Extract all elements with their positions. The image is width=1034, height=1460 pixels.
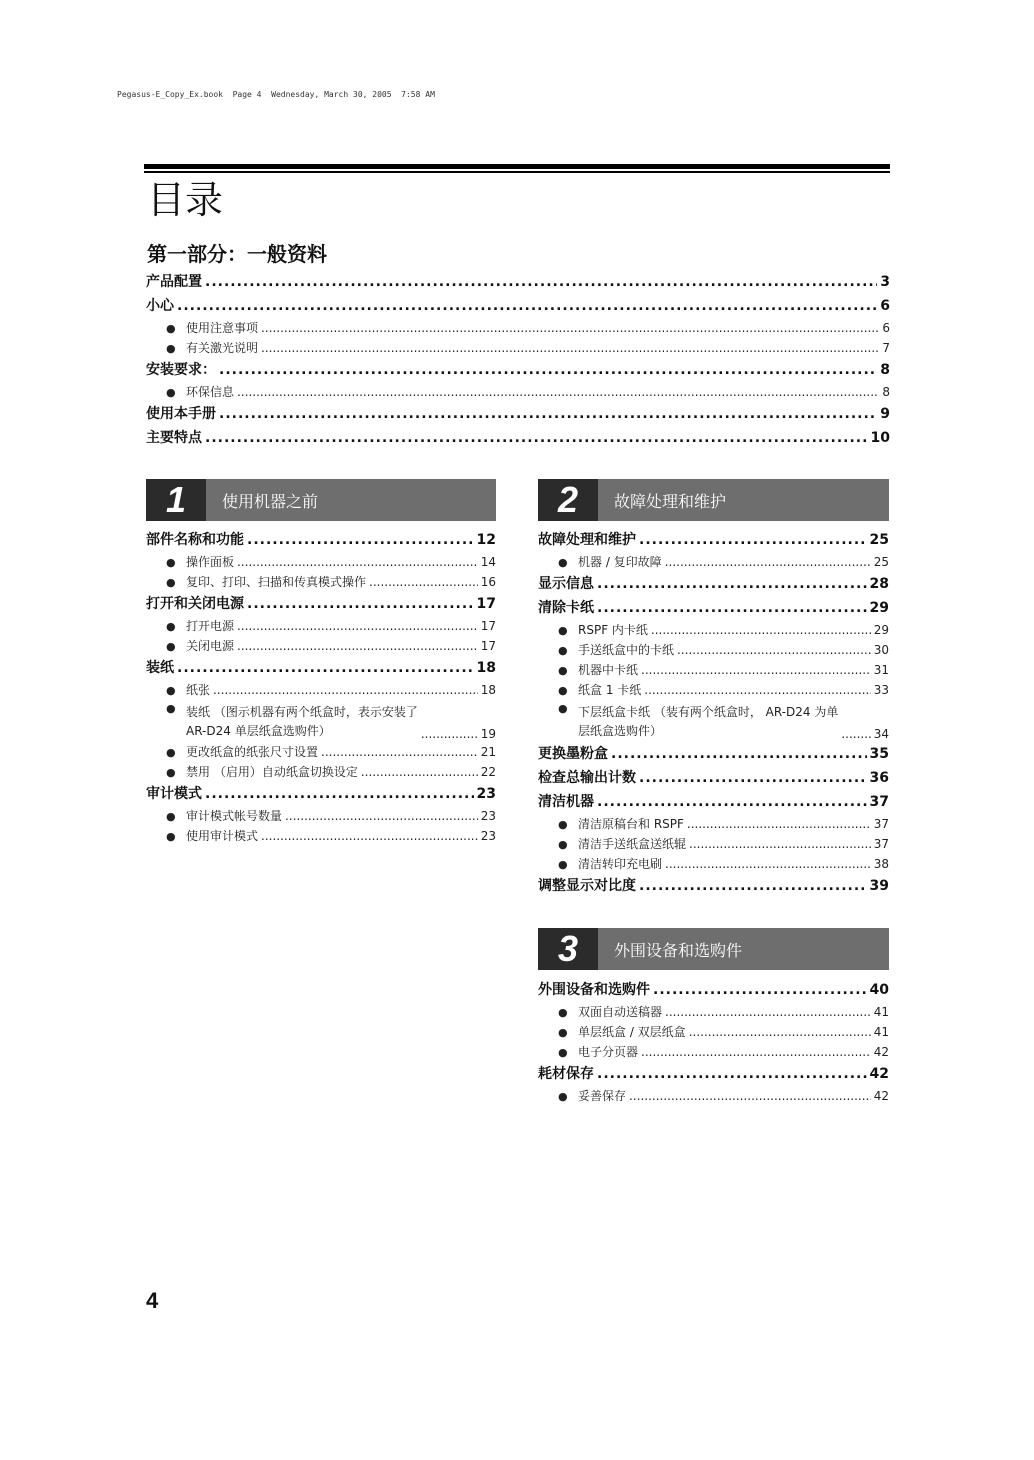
leader-dots bbox=[205, 430, 868, 446]
toc-entry-label: 清洁原稿台和 RSPF bbox=[578, 817, 684, 831]
toc-entry-label: 清洁转印充电刷 bbox=[578, 857, 663, 871]
toc-entry-label bbox=[578, 703, 838, 741]
bullet-icon: ● bbox=[558, 1006, 568, 1019]
toc-entry-label: 调整显示对比度 bbox=[538, 878, 636, 894]
leader-dots bbox=[677, 643, 871, 657]
toc-page-number: 18 bbox=[476, 660, 496, 676]
leader-dots bbox=[641, 1045, 871, 1059]
bullet-icon: ● bbox=[166, 746, 176, 759]
leader-dots bbox=[651, 623, 871, 637]
toc-subentry[interactable] bbox=[146, 573, 496, 593]
toc-page-number: 28 bbox=[869, 576, 889, 592]
toc-entry-label: 妥善保存 bbox=[578, 1089, 627, 1103]
toc-page-number: 8 bbox=[882, 385, 890, 399]
toc-entry[interactable] bbox=[538, 1063, 889, 1087]
toc-page-number: 16 bbox=[480, 575, 496, 589]
leader-dots bbox=[219, 406, 877, 422]
title-rule-thick bbox=[144, 164, 890, 169]
leader-dots bbox=[261, 321, 879, 335]
bullet-icon: ● bbox=[558, 624, 568, 637]
toc-entry-label: 纸盒 1 卡纸 bbox=[578, 683, 642, 697]
leader-dots bbox=[841, 727, 870, 741]
toc-entry-label: 纸张 bbox=[186, 683, 211, 697]
toc-subentry[interactable] bbox=[146, 339, 890, 359]
toc-subentry[interactable] bbox=[538, 1087, 889, 1107]
toc-entry-label: 复印、打印、扫描和传真模式操作 bbox=[186, 575, 367, 589]
toc-subentry[interactable] bbox=[538, 701, 889, 743]
toc-entry-label: 单层纸盒 / 双层纸盒 bbox=[578, 1025, 686, 1039]
leader-dots bbox=[237, 639, 478, 653]
toc-page-number: 14 bbox=[480, 555, 496, 569]
toc-subentry[interactable] bbox=[146, 553, 496, 573]
toc-page-number: 17 bbox=[480, 639, 496, 653]
bullet-icon: ● bbox=[166, 576, 176, 589]
leader-dots bbox=[687, 817, 871, 831]
toc-page-number: 6 bbox=[882, 321, 890, 335]
leader-dots bbox=[177, 660, 474, 676]
toc-entry-label: 检查总输出计数 bbox=[538, 770, 636, 786]
leader-dots bbox=[285, 809, 478, 823]
toc-entry-label: 机器中卡纸 bbox=[578, 663, 639, 677]
toc-entry[interactable] bbox=[538, 767, 889, 791]
toc-page-number: 37 bbox=[873, 837, 889, 851]
toc-page-number: 6 bbox=[880, 298, 890, 314]
toc-subentry[interactable] bbox=[146, 807, 496, 827]
bullet-icon: ● bbox=[558, 644, 568, 657]
toc-entry-label: 产品配置 bbox=[146, 274, 202, 290]
leader-dots bbox=[665, 857, 871, 871]
toc-entry-label: 电子分页器 bbox=[578, 1045, 639, 1059]
toc-chapter-1 bbox=[146, 529, 496, 847]
leader-dots bbox=[219, 362, 877, 378]
part-heading: 第一部分：一般资料 bbox=[147, 242, 327, 266]
toc-subentry[interactable] bbox=[538, 815, 889, 835]
toc-entry[interactable] bbox=[146, 783, 496, 807]
leader-dots bbox=[361, 765, 478, 779]
toc-page-number: 12 bbox=[476, 532, 496, 548]
toc-entry-label: 清洁机器 bbox=[538, 794, 594, 810]
toc-page-number: 22 bbox=[480, 765, 496, 779]
toc-subentry[interactable] bbox=[538, 835, 889, 855]
toc-entry[interactable] bbox=[146, 295, 890, 319]
bullet-icon: ● bbox=[558, 858, 568, 871]
toc-entry[interactable] bbox=[146, 529, 496, 553]
bullet-icon: ● bbox=[558, 556, 568, 569]
toc-page-number: 17 bbox=[476, 596, 496, 612]
toc-page-number: 21 bbox=[480, 745, 496, 759]
leader-dots bbox=[639, 532, 867, 548]
toc-page-number: 42 bbox=[873, 1045, 889, 1059]
toc-entry-label: 使用审计模式 bbox=[186, 829, 259, 843]
toc-subentry[interactable] bbox=[538, 641, 889, 661]
chapter-number: 3 bbox=[538, 928, 598, 970]
toc-page-number: 7 bbox=[882, 341, 890, 355]
toc-entry[interactable] bbox=[146, 593, 496, 617]
toc-page-number: 25 bbox=[869, 532, 889, 548]
toc-entry-label: 禁用 （启用）自动纸盒切换设定 bbox=[186, 765, 358, 779]
leader-dots bbox=[261, 341, 879, 355]
toc-entry-label: 操作面板 bbox=[186, 555, 235, 569]
toc-entry-label: 更改纸盒的纸张尺寸设置 bbox=[186, 745, 319, 759]
leader-dots bbox=[665, 555, 871, 569]
toc-entry-label: 手送纸盒中的卡纸 bbox=[578, 643, 675, 657]
toc-page-number: 30 bbox=[873, 643, 889, 657]
toc-page-number: 37 bbox=[873, 817, 889, 831]
bullet-icon: ● bbox=[166, 684, 176, 697]
toc-page-number: 33 bbox=[873, 683, 889, 697]
toc-entry-label-line2: AR-D24 单层纸盒选购件） bbox=[186, 724, 331, 738]
toc-entry-label: 环保信息 bbox=[186, 385, 235, 399]
toc-entry-label: 主要特点 bbox=[146, 430, 202, 446]
leader-dots bbox=[597, 600, 867, 616]
leader-dots bbox=[689, 837, 871, 851]
toc-entry-label: 耗材保存 bbox=[538, 1066, 594, 1082]
toc-entry-label: 有关激光说明 bbox=[186, 341, 259, 355]
book-info-header: Pegasus-E_Copy_Ex.book Page 4 Wednesday, March 30, 2005 7:58 AM bbox=[117, 90, 435, 99]
chapter-title: 外围设备和选购件 bbox=[614, 940, 743, 960]
toc-page-number: 23 bbox=[476, 786, 496, 802]
toc-entry-label: 打开和关闭电源 bbox=[146, 596, 244, 612]
toc-subentry[interactable] bbox=[146, 617, 496, 637]
bullet-icon: ● bbox=[558, 664, 568, 677]
toc-page-number: 23 bbox=[480, 829, 496, 843]
toc-page-number: 9 bbox=[880, 406, 890, 422]
bullet-icon: ● bbox=[558, 1026, 568, 1039]
chapter-banner-2[interactable] bbox=[538, 479, 889, 521]
chapter-title: 使用机器之前 bbox=[222, 491, 319, 511]
toc-entry-label: 装纸 bbox=[146, 660, 174, 676]
toc-entry-label: 外围设备和选购件 bbox=[538, 982, 650, 998]
bullet-icon: ● bbox=[166, 702, 176, 715]
leader-dots bbox=[597, 1066, 867, 1082]
bullet-icon: ● bbox=[558, 838, 568, 851]
toc-page-number: 34 bbox=[873, 727, 889, 741]
leader-dots bbox=[597, 794, 867, 810]
toc-page-number: 36 bbox=[869, 770, 889, 786]
toc-chapter-2 bbox=[538, 529, 889, 899]
toc-entry[interactable] bbox=[146, 427, 890, 451]
toc-entry[interactable] bbox=[538, 529, 889, 553]
toc-part1 bbox=[146, 271, 890, 451]
toc-entry-label: 双面自动送稿器 bbox=[578, 1005, 663, 1019]
toc-page-number: 37 bbox=[869, 794, 889, 810]
toc-entry-label: 审计模式帐号数量 bbox=[186, 809, 283, 823]
toc-page-number: 23 bbox=[480, 809, 496, 823]
toc-chapter-3 bbox=[538, 979, 889, 1107]
leader-dots bbox=[247, 596, 474, 612]
leader-dots bbox=[321, 745, 478, 759]
toc-page-number: 35 bbox=[869, 746, 889, 762]
toc-page-number: 29 bbox=[869, 600, 889, 616]
bullet-icon: ● bbox=[558, 1090, 568, 1103]
page-title: 目录 bbox=[147, 178, 224, 222]
leader-dots bbox=[237, 619, 478, 633]
toc-entry-label: RSPF 内卡纸 bbox=[578, 623, 648, 637]
toc-subentry[interactable] bbox=[538, 1023, 889, 1043]
toc-subentry[interactable] bbox=[538, 1043, 889, 1063]
bullet-icon: ● bbox=[558, 818, 568, 831]
toc-entry-label: 审计模式 bbox=[146, 786, 202, 802]
toc-subentry[interactable] bbox=[538, 621, 889, 641]
toc-subentry[interactable] bbox=[146, 681, 496, 701]
leader-dots bbox=[665, 1005, 871, 1019]
leader-dots bbox=[237, 385, 879, 399]
toc-subentry[interactable] bbox=[146, 743, 496, 763]
toc-entry-label-line1: 装纸 （图示机器有两个纸盒时，表示安装了 bbox=[186, 705, 418, 719]
leader-dots bbox=[653, 982, 867, 998]
toc-subentry[interactable] bbox=[146, 383, 890, 403]
leader-dots bbox=[629, 1089, 871, 1103]
toc-page-number: 41 bbox=[873, 1005, 889, 1019]
toc-entry[interactable] bbox=[538, 597, 889, 621]
bullet-icon: ● bbox=[166, 322, 176, 335]
toc-entry[interactable] bbox=[146, 359, 890, 383]
toc-subentry[interactable] bbox=[538, 661, 889, 681]
bullet-icon: ● bbox=[166, 556, 176, 569]
title-rule-thin bbox=[144, 171, 890, 173]
toc-entry[interactable] bbox=[538, 791, 889, 815]
toc-subentry[interactable] bbox=[538, 553, 889, 573]
toc-entry[interactable] bbox=[538, 743, 889, 767]
toc-page-number: 31 bbox=[873, 663, 889, 677]
toc-page-number: 38 bbox=[873, 857, 889, 871]
leader-dots bbox=[261, 829, 478, 843]
leader-dots bbox=[247, 532, 474, 548]
toc-entry-label: 故障处理和维护 bbox=[538, 532, 636, 548]
toc-entry-label: 清洁手送纸盒送纸辊 bbox=[578, 837, 687, 851]
toc-page-number: 8 bbox=[880, 362, 890, 378]
leader-dots bbox=[237, 555, 478, 569]
leader-dots bbox=[639, 878, 867, 894]
toc-entry-label: 显示信息 bbox=[538, 576, 594, 592]
toc-entry-label: 机器 / 复印故障 bbox=[578, 555, 662, 569]
toc-subentry[interactable] bbox=[146, 701, 496, 743]
toc-entry-label: 清除卡纸 bbox=[538, 600, 594, 616]
toc-subentry[interactable] bbox=[538, 1003, 889, 1023]
bullet-icon: ● bbox=[166, 386, 176, 399]
leader-dots bbox=[213, 683, 478, 697]
toc-entry-label: 部件名称和功能 bbox=[146, 532, 244, 548]
leader-dots bbox=[177, 298, 877, 314]
toc-subentry[interactable] bbox=[146, 319, 890, 339]
toc-entry[interactable] bbox=[538, 979, 889, 1003]
leader-dots bbox=[369, 575, 478, 589]
chapter-number: 2 bbox=[538, 479, 598, 521]
toc-entry-label: 小心 bbox=[146, 298, 174, 314]
toc-page-number: 42 bbox=[873, 1089, 889, 1103]
chapter-banner-1[interactable] bbox=[146, 479, 496, 521]
bullet-icon: ● bbox=[166, 640, 176, 653]
leader-dots bbox=[639, 770, 867, 786]
toc-entry-label: 打开电源 bbox=[186, 619, 235, 633]
bullet-icon: ● bbox=[558, 1046, 568, 1059]
leader-dots bbox=[611, 746, 867, 762]
toc-page-number: 41 bbox=[873, 1025, 889, 1039]
toc-entry-label: 使用本手册 bbox=[146, 406, 216, 422]
toc-entry-label: 更换墨粉盒 bbox=[538, 746, 608, 762]
toc-page-number: 40 bbox=[869, 982, 889, 998]
toc-page-number: 39 bbox=[869, 878, 889, 894]
toc-entry-label-line2: 层纸盒选购件） bbox=[578, 724, 663, 738]
toc-entry[interactable] bbox=[146, 403, 890, 427]
bullet-icon: ● bbox=[558, 702, 568, 715]
leader-dots bbox=[689, 1025, 871, 1039]
toc-subentry[interactable] bbox=[538, 681, 889, 701]
toc-subentry[interactable] bbox=[146, 637, 496, 657]
chapter-title: 故障处理和维护 bbox=[614, 491, 727, 511]
toc-entry-label bbox=[186, 703, 418, 741]
bullet-icon: ● bbox=[166, 830, 176, 843]
toc-page-number: 29 bbox=[873, 623, 889, 637]
bullet-icon: ● bbox=[166, 342, 176, 355]
leader-dots bbox=[421, 727, 478, 741]
leader-dots bbox=[205, 274, 877, 290]
toc-entry-label: 使用注意事项 bbox=[186, 321, 259, 335]
toc-subentry[interactable] bbox=[146, 763, 496, 783]
leader-dots bbox=[644, 683, 870, 697]
toc-subentry[interactable] bbox=[146, 827, 496, 847]
toc-entry[interactable] bbox=[538, 875, 889, 899]
toc-entry-label-line1: 下层纸盒卡纸 （装有两个纸盒时， AR-D24 为单 bbox=[578, 705, 839, 719]
page-number: 4 bbox=[146, 1288, 159, 1313]
toc-entry[interactable] bbox=[538, 573, 889, 597]
toc-page-number: 42 bbox=[869, 1066, 889, 1082]
toc-subentry[interactable] bbox=[538, 855, 889, 875]
toc-page-number: 25 bbox=[873, 555, 889, 569]
leader-dots bbox=[205, 786, 474, 802]
toc-entry[interactable] bbox=[146, 657, 496, 681]
toc-page-number: 10 bbox=[870, 430, 890, 446]
chapter-number: 1 bbox=[146, 479, 206, 521]
toc-page-number: 17 bbox=[480, 619, 496, 633]
toc-entry[interactable] bbox=[146, 271, 890, 295]
toc-page-number: 18 bbox=[480, 683, 496, 697]
toc-page-number: 3 bbox=[880, 274, 890, 290]
toc-entry-label: 安装要求： bbox=[146, 362, 216, 378]
toc-page-number: 19 bbox=[480, 727, 496, 741]
chapter-banner-3[interactable] bbox=[538, 928, 889, 970]
leader-dots bbox=[597, 576, 867, 592]
bullet-icon: ● bbox=[166, 766, 176, 779]
bullet-icon: ● bbox=[558, 684, 568, 697]
toc-entry-label: 关闭电源 bbox=[186, 639, 235, 653]
bullet-icon: ● bbox=[166, 620, 176, 633]
leader-dots bbox=[641, 663, 871, 677]
bullet-icon: ● bbox=[166, 810, 176, 823]
